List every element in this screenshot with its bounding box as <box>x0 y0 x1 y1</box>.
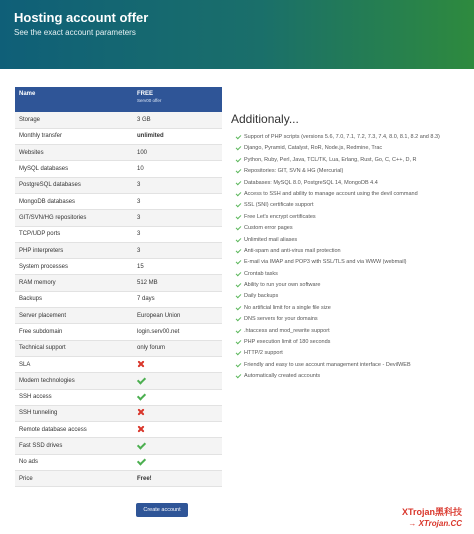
list-item <box>236 328 468 335</box>
check-icon <box>236 350 242 356</box>
table-row <box>15 324 222 340</box>
check-icon <box>236 168 242 174</box>
cross-icon <box>137 425 145 433</box>
list-item <box>236 214 468 221</box>
table-row <box>15 405 222 421</box>
table-row <box>15 356 222 372</box>
table-row <box>15 226 222 242</box>
list-item <box>236 157 468 164</box>
list-item-text: Free Let's encrypt certificates <box>244 213 316 220</box>
header-name: Name <box>15 87 133 112</box>
check-icon <box>236 225 242 231</box>
row-label: GIT/SVN/HG repositories <box>15 210 133 226</box>
row-value: 3 GB <box>133 112 222 128</box>
check-icon <box>236 373 242 379</box>
list-item-text: Repositories: GIT, SVN & HG (Mercurial) <box>244 168 344 175</box>
row-value: 3 <box>133 193 222 209</box>
check-icon <box>236 157 242 163</box>
check-icon <box>236 316 242 322</box>
check-icon <box>236 214 242 220</box>
list-item <box>236 271 468 278</box>
header-plan <box>133 87 222 112</box>
list-item-text: HTTP/2 support <box>244 350 283 357</box>
list-item <box>236 293 468 300</box>
list-item <box>236 180 468 187</box>
row-label: PHP interpreters <box>15 242 133 258</box>
row-label: MongoDB databases <box>15 193 133 209</box>
table-row <box>15 422 222 438</box>
check-icon <box>236 180 242 186</box>
check-icon <box>236 271 242 277</box>
plan-table-header <box>15 87 222 112</box>
check-icon <box>137 376 145 384</box>
check-icon <box>236 248 242 254</box>
table-row <box>15 454 222 470</box>
list-item <box>236 339 468 346</box>
list-item <box>236 316 468 323</box>
row-value: 100 <box>133 145 222 161</box>
cross-icon <box>137 408 145 416</box>
row-value: European Union <box>133 308 222 324</box>
table-row <box>15 438 222 454</box>
table-row <box>15 471 222 487</box>
list-item-text: PHP execution limit of 180 seconds <box>244 339 331 346</box>
watermark-line-1: XTrojan黑科技 <box>401 507 462 517</box>
row-label: Remote database access <box>15 422 133 438</box>
check-icon <box>236 339 242 345</box>
table-row <box>15 161 222 177</box>
table-row <box>15 242 222 258</box>
row-value: unlimited <box>133 128 222 144</box>
create-account-button[interactable]: Create account <box>136 503 188 517</box>
list-item-text: Python, Ruby, Perl, Java, TCL/TK, Lua, Erlang, Rust, Go, C, C++, D, R <box>244 156 417 163</box>
list-item-text: Ability to run your own software <box>244 282 321 289</box>
list-item-text: No artificial limit for a single file size <box>244 304 331 311</box>
header-plan-label: FREE <box>137 91 154 97</box>
row-value: 3 <box>133 242 222 258</box>
table-row <box>15 193 222 209</box>
plan-table <box>15 87 222 487</box>
check-icon <box>236 145 242 151</box>
row-label: MySQL databases <box>15 161 133 177</box>
check-icon <box>236 362 242 368</box>
row-label: Price <box>15 471 133 487</box>
table-row <box>15 210 222 226</box>
table-row <box>15 389 222 405</box>
row-value: 3 <box>133 226 222 242</box>
list-item-text: Crontab tasks <box>244 270 278 277</box>
list-item <box>236 191 468 198</box>
table-row <box>15 177 222 193</box>
row-value-icon-cell <box>133 405 222 421</box>
list-item <box>236 373 468 380</box>
plan-table-body <box>15 112 222 487</box>
row-label: Technical support <box>15 340 133 356</box>
table-row <box>15 308 222 324</box>
list-item <box>236 362 468 369</box>
row-label: No ads <box>15 454 133 470</box>
watermark <box>402 507 462 529</box>
list-item-text: Daily backups <box>244 293 279 300</box>
list-item <box>236 225 468 232</box>
row-label: Server placement <box>15 308 133 324</box>
row-label: SLA <box>15 356 133 372</box>
table-row <box>15 373 222 389</box>
row-label: SSH tunneling <box>15 405 133 421</box>
list-item-text: Anti-spam and anti-virus mail protection <box>244 247 341 254</box>
features-list <box>236 134 468 385</box>
table-row <box>15 128 222 144</box>
row-value: 3 <box>133 177 222 193</box>
check-icon <box>236 328 242 334</box>
check-icon <box>236 305 242 311</box>
watermark-line-2: → XTrojan.CC <box>408 519 462 528</box>
list-item <box>236 259 468 266</box>
row-value-icon-cell <box>133 356 222 372</box>
table-row <box>15 340 222 356</box>
check-icon <box>236 237 242 243</box>
table-row <box>15 275 222 291</box>
check-icon <box>236 191 242 197</box>
list-item-text: Access to SSH and ability to manage account using the devil command <box>244 190 418 197</box>
list-item-text: Django, Pyramid, Catalyst, RoR, Node.js, Redmine, Trac <box>244 145 383 152</box>
row-label: Monthly transfer <box>15 128 133 144</box>
list-item-text: Databases: MySQL 8.0, PostgreSQL 14, MongoDB 4.4 <box>244 179 378 186</box>
row-value: 3 <box>133 210 222 226</box>
table-row <box>15 112 222 128</box>
list-item <box>236 237 468 244</box>
row-label: Free subdomain <box>15 324 133 340</box>
cross-icon <box>137 360 145 368</box>
row-label: Fast SSD drives <box>15 438 133 454</box>
page-subtitle: See the exact account parameters <box>14 28 136 37</box>
row-value-icon-cell <box>133 422 222 438</box>
check-icon <box>236 134 242 140</box>
row-label: Modern technologies <box>15 373 133 389</box>
row-label: Backups <box>15 291 133 307</box>
row-value-icon-cell <box>133 373 222 389</box>
row-label: SSH access <box>15 389 133 405</box>
row-label: Storage <box>15 112 133 128</box>
row-value: login.serv00.net <box>133 324 222 340</box>
hero-banner <box>0 0 474 69</box>
list-item <box>236 350 468 357</box>
table-row <box>15 145 222 161</box>
list-item <box>236 305 468 312</box>
row-value: 7 days <box>133 291 222 307</box>
header-plan-sub: Serv00 offer <box>137 98 162 103</box>
row-value: 512 MB <box>133 275 222 291</box>
row-value-icon-cell <box>133 438 222 454</box>
check-icon <box>236 259 242 265</box>
row-label: System processes <box>15 259 133 275</box>
check-icon <box>137 441 145 449</box>
list-item-text: SSL (SNI) certificate support <box>244 202 314 209</box>
row-value: Free! <box>133 471 222 487</box>
row-value: 10 <box>133 161 222 177</box>
row-label: TCP/UDP ports <box>15 226 133 242</box>
row-value: 15 <box>133 259 222 275</box>
list-item-text: Unlimited mail aliases <box>244 236 298 243</box>
check-icon <box>137 457 145 465</box>
list-item <box>236 145 468 152</box>
table-row <box>15 291 222 307</box>
check-icon <box>137 392 145 400</box>
row-label: Websites <box>15 145 133 161</box>
list-item-text: Support of PHP scripts (versions 5.6, 7.0, 7.1, 7.2, 7.3, 7.4, 8.0, 8.1, 8.2 and 8.3) <box>244 134 440 140</box>
row-value-icon-cell <box>133 454 222 470</box>
list-item <box>236 248 468 255</box>
list-item-text: Friendly and easy to use account management interface - DevilWEB <box>244 361 411 368</box>
table-row <box>15 259 222 275</box>
row-label: PostgreSQL databases <box>15 177 133 193</box>
page-title: Hosting account offer <box>14 10 149 25</box>
list-item <box>236 168 468 175</box>
list-item-text: Custom error pages <box>244 225 293 232</box>
list-item <box>236 134 468 141</box>
list-item-text: E-mail via IMAP and POP3 with SSL/TLS and via WWW (webmail) <box>244 259 407 266</box>
check-icon <box>236 202 242 208</box>
list-item <box>236 282 468 289</box>
additionally-title: Additionaly... <box>231 112 299 126</box>
row-value-icon-cell <box>133 389 222 405</box>
row-value: only forum <box>133 340 222 356</box>
list-item-text: .htaccess and mod_rewrite support <box>244 327 330 334</box>
list-item-text: DNS servers for your domains <box>244 316 318 323</box>
row-label: RAM memory <box>15 275 133 291</box>
list-item <box>236 202 468 209</box>
check-icon <box>236 293 242 299</box>
list-item-text: Automatically created accounts <box>244 373 321 380</box>
check-icon <box>236 282 242 288</box>
